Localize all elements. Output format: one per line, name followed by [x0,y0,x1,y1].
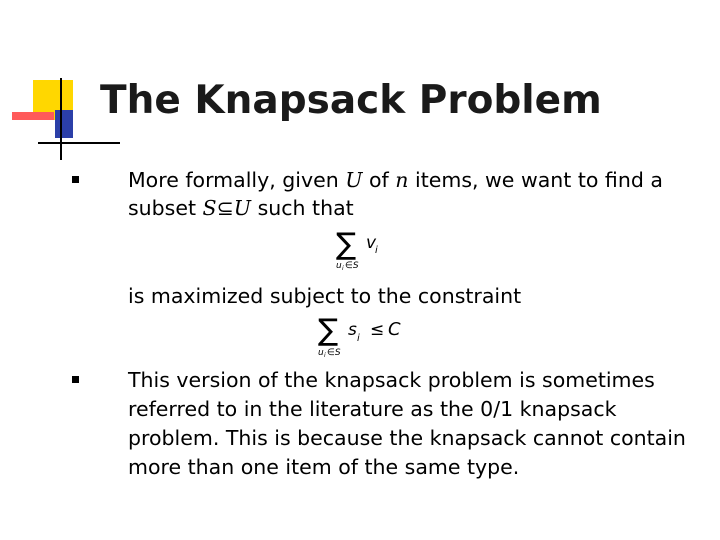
bullet-2-line-4: more than one item of the same type. [128,455,520,479]
formula1-sigma: ∑ [336,227,357,262]
formula1-term: v [366,233,377,253]
formula-constraint [314,306,414,360]
formula1-term-sub: i [375,245,378,256]
bullet-marker-2 [72,376,79,383]
formula1-under: u [336,261,342,271]
formula2-term-sub: i [357,333,360,344]
deco-vertical-rule [60,78,62,160]
page-title: The Knapsack Problem [100,78,602,123]
formula2-under-sub: i [324,352,326,359]
formula-objective [330,220,390,272]
formula2-term: s [348,320,357,340]
deco-blue-square [55,110,73,138]
continuation-text: is maximized subject to the constraint [128,284,522,308]
bullet-2-line-3: problem. This is because the knapsack cannot contain [128,426,686,450]
bullet-2-line-2: referred to in the literature as the 0/1 knapsack [128,397,617,421]
deco-horizontal-rule [38,142,120,144]
deco-red-bar [12,112,54,120]
bullet-1-line-1: More formally, given U of n items, we want to find a [128,168,663,192]
bullet-1-line-2: subset S⊆U such that [128,196,354,220]
formula1-under-rel: ∈S [345,261,359,271]
formula2-under: u [318,348,324,358]
formula2-rhs: C [388,319,401,340]
bullet-marker-1 [72,176,79,183]
formula2-under-rel: ∈S [327,348,341,358]
formula1-under-sub: i [342,265,344,272]
formula2-sigma: ∑ [318,313,339,348]
bullet-2-line-1: This version of the knapsack problem is sometimes [128,368,655,392]
formula2-rel: ≤ [370,320,385,340]
